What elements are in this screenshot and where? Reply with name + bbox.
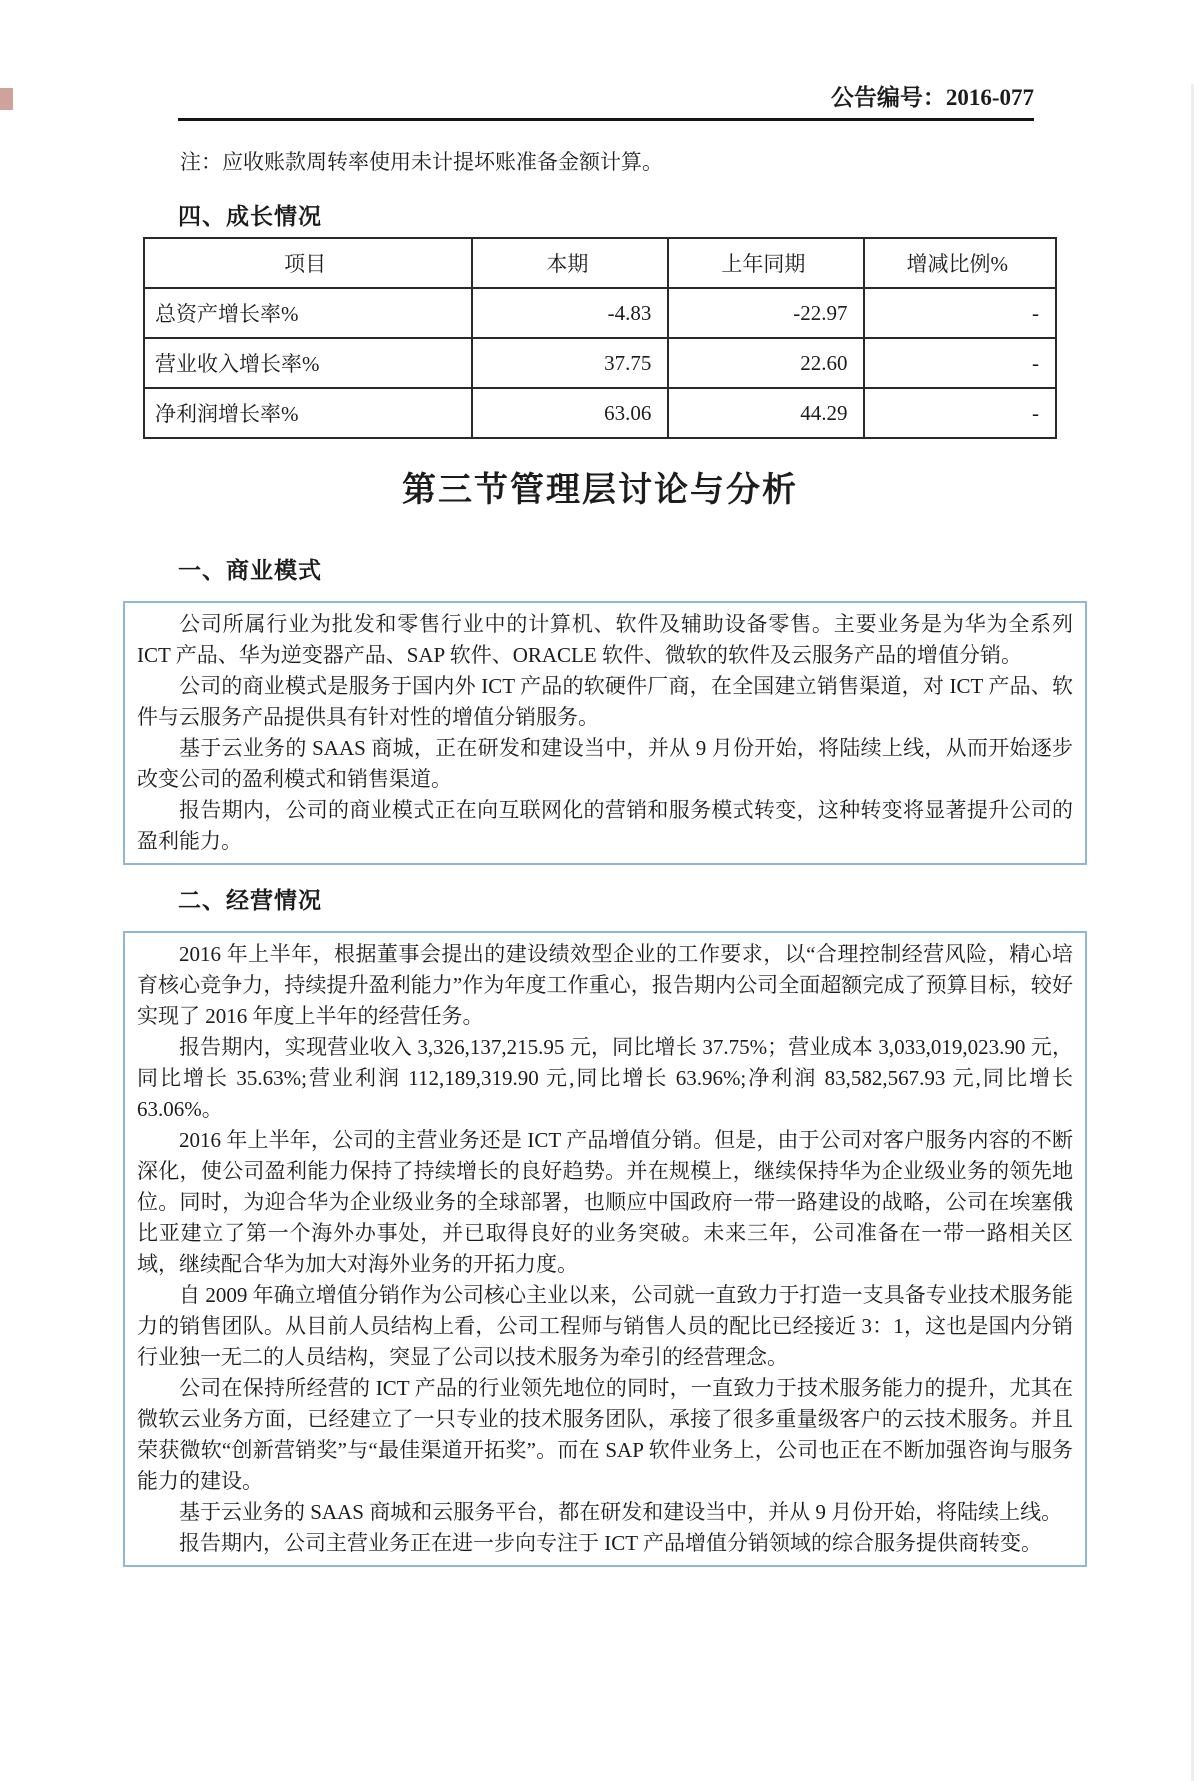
table-row	[144, 388, 1056, 438]
business-model-paragraph: 公司的商业模式是服务于国内外 ICT 产品的软硬件厂商，在全国建立销售渠道，对 ICT 产品、软件与云服务产品提供具有针对性的增值分销服务。	[137, 674, 1073, 729]
table-header-cell: 本期	[472, 238, 668, 288]
document-page	[0, 84, 1200, 1781]
business-model-paragraph: 报告期内，公司的商业模式正在向互联网化的营销和服务模式转变，这种转变将显著提升公司的盈利能力。	[137, 798, 1073, 853]
table-header-cell: 上年同期	[668, 238, 864, 288]
table-cell: 37.75	[472, 338, 668, 388]
operations-paragraph: 报告期内，公司主营业务正在进一步向专注于 ICT 产品增值分销领域的综合服务提供商转变。	[179, 1531, 1042, 1555]
table-cell: -	[864, 338, 1056, 388]
business-model-box	[123, 601, 1087, 865]
header-rule	[178, 118, 1034, 121]
operations-paragraph: 报告期内，实现营业收入 3,326,137,215.95 元，同比增长 37.75%；营业成本 3,033,019,023.90 元，同比增长 35.63%;营业利润 112,189,319.90 元,同比增长 63.96%;净利润 83,582,567.93 元,同比增长 63.06%。	[137, 1035, 1073, 1121]
operations-paragraph: 2016 年上半年，公司的主营业务还是 ICT 产品增值分销。但是，由于公司对客户服务内容的不断深化，使公司盈利能力保持了持续增长的良好趋势。并在规模上，继续保持华为企业级业务的领先地位。同时，为迎合华为企业级业务的全球部署，也顺应中国政府一带一路建设的战略，公司在埃塞俄比亚建立了第一个海外办事处，并已取得良好的业务突破。未来三年，公司准备在一带一路相关区域，继续配合华为加大对海外业务的开拓力度。	[137, 1128, 1073, 1276]
table-cell: 净利润增长率%	[144, 388, 472, 438]
growth-table	[143, 237, 1057, 439]
scan-corner-artifact	[0, 88, 13, 110]
table-cell: 44.29	[668, 388, 864, 438]
business-model-paragraph: 公司所属行业为批发和零售行业中的计算机、软件及辅助设备零售。主要业务是为华为全系列 ICT 产品、华为逆变器产品、SAP 软件、ORACLE 软件、微软的软件及云服务产品的增值分销。	[137, 612, 1073, 667]
scan-edge-line	[1191, 84, 1194, 1781]
business-model-heading: 一、商业模式	[178, 557, 322, 583]
operations-heading: 二、经营情况	[178, 887, 322, 913]
growth-section-heading: 四、成长情况	[178, 203, 322, 229]
chapter-title: 第三节管理层讨论与分析	[402, 472, 798, 509]
table-header-row	[144, 238, 1056, 288]
table-row	[144, 338, 1056, 388]
business-model-paragraph: 基于云业务的 SAAS 商城，正在研发和建设当中，并从 9 月份开始，将陆续上线，从而开始逐步改变公司的盈利模式和销售渠道。	[137, 736, 1073, 791]
operations-paragraph: 公司在保持所经营的 ICT 产品的行业领先地位的同时，一直致力于技术服务能力的提升，尤其在微软云业务方面，已经建立了一只专业的技术服务团队，承接了很多重量级客户的云技术服务。并且荣获微软“创新营销奖”与“最佳渠道开拓奖”。而在 SAP 软件业务上，公司也正在不断加强咨询与服务能力的建设。	[137, 1376, 1073, 1493]
table-header-cell: 增减比例%	[864, 238, 1056, 288]
table-row	[144, 288, 1056, 338]
operations-box	[123, 931, 1087, 1567]
operations-paragraph: 自 2009 年确立增值分销作为公司核心主业以来，公司就一直致力于打造一支具备专业技术服务能力的销售团队。从目前人员结构上看，公司工程师与销售人员的配比已经接近 3：1，这也是国内分销行业独一无二的人员结构，突显了公司以技术服务为牵引的经营理念。	[137, 1283, 1073, 1369]
operations-paragraph: 基于云业务的 SAAS 商城和云服务平台，都在研发和建设当中，并从 9 月份开始，将陆续上线。	[179, 1500, 1063, 1524]
table-header-cell: 项目	[144, 238, 472, 288]
operations-paragraph: 2016 年上半年，根据董事会提出的建设绩效型企业的工作要求，以“合理控制经营风险，精心培育核心竞争力，持续提升盈利能力”作为年度工作重心，报告期内公司全面超额完成了预算目标，较好实现了 2016 年度上半年的经营任务。	[137, 942, 1073, 1028]
table-cell: 22.60	[668, 338, 864, 388]
table-cell: -22.97	[668, 288, 864, 338]
note-text: 注：应收账款周转率使用未计提坏账准备金额计算。	[180, 150, 663, 174]
table-cell: 总资产增长率%	[144, 288, 472, 338]
table-cell: -4.83	[472, 288, 668, 338]
table-cell: 63.06	[472, 388, 668, 438]
table-cell: 营业收入增长率%	[144, 338, 472, 388]
announcement-number: 公告编号：2016-077	[830, 85, 1034, 110]
table-cell: -	[864, 388, 1056, 438]
document-header	[178, 84, 1034, 121]
table-cell: -	[864, 288, 1056, 338]
